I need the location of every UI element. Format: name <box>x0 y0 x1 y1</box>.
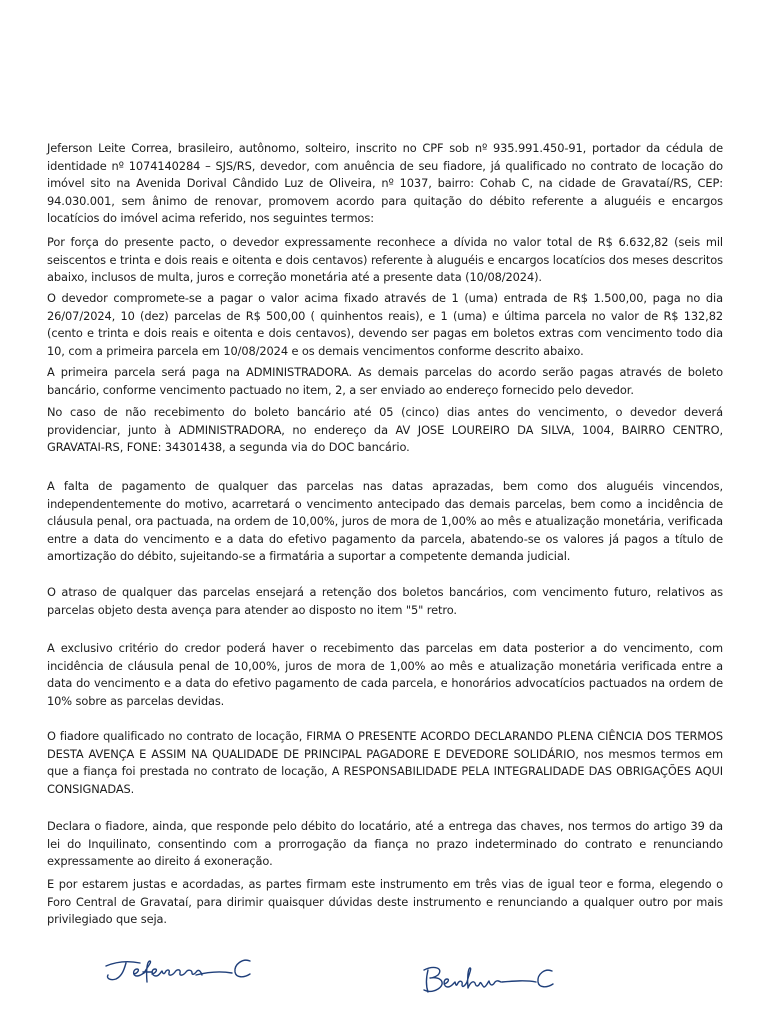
paragraph-jurisdiction: E por estarem justas e acordadas, as partes firmam este instrumento em três vias de igual teor e forma, elegendo o Foro Central de Gravataí, para dirimir quaisquer dúvidas deste instrumento e renunciando a qualquer outro por mais privilegiado que seja. <box>47 877 723 927</box>
paragraph-parties: Jeferson Leite Correa, brasileiro, autônomo, solteiro, inscrito no CPF sob nº 935.991.450-91, portador da cédula de identidade nº 1074140284 – SJS/RS, devedor, com anuência de seu fiadore, já qualificado no contrato de locação do imóvel sito na Avenida Dorival Cândido Luz de Oliveira, nº 1037, bairro: Cohab C, na cidade de Gravataí/RS, CEP: 94.030.001, sem ânimo de renovar, promovem acordo para quitação do débito referente a aluguéis e encargos locatícios do imóvel acima referido, nos seguintes termos: <box>47 141 723 226</box>
paragraph-installment-delay: O atraso de qualquer das parcelas ensejará a retenção dos boletos bancários, com vencimento futuro, relativos as parcelas objeto desta avença para atender ao disposto no item "5" retro. <box>47 585 723 617</box>
paragraph-creditor-discretion: A exclusivo critério do credor poderá haver o recebimento das parcelas em data posterior a do vencimento, com incidência de cláusula penal de 10,00%, juros de mora de 1,00% ao mês e atualização monetária verificada entre a data do vencimento e a data do efetivo pagamento de cada parcela, e honorários advocatícios pactuados na ordem de 10% sobre as parcelas devidas. <box>47 641 723 708</box>
paragraph-guarantor-declaration: Declara o fiadore, ainda, que responde pelo débito do locatário, até a entrega das chaves, nos termos do artigo 39 da lei do Inquilinato, consentindo com a prorrogação da fiança no prazo indeterminado do contrato e renunciando expressamente ao direito á exoneração. <box>47 819 723 869</box>
signature-debtor <box>100 952 280 990</box>
paragraph-boleto-not-received: No caso de não recebimento do boleto bancário até 05 (cinco) dias antes do vencimento, o devedor deverá providenciar, junto à ADMINISTRADORA, no endereço da AV JOSE LOUREIRO DA SILVA, 1004, BAIRRO CENTRO, GRAVATAI-RS, FONE: 34301438, a segunda via do DOC bancário. <box>47 405 723 455</box>
paragraph-late-payment-penalty: A falta de pagamento de qualquer das parcelas nas datas aprazadas, bem como dos aluguéis vincendos, independentemente do motivo, acarretará o vencimento antecipado das demais parcelas, bem como a incidência de cláusula penal, ora pactuada, na ordem de 10,00%, juros de mora de 1,00% ao mês e atualização monetária, verificada entre a data do vencimento e a data do efetivo pagamento da parcela, abatendo-se os valores já pagos a título de amortização do débito, sujeitando-se a firmatária a suportar a competente demanda judicial. <box>47 479 723 564</box>
paragraph-payment-terms: O devedor compromete-se a pagar o valor acima fixado através de 1 (uma) entrada de R$ 1.500,00, paga no dia 26/07/2024, 10 (dez) parcelas de R$ 500,00 ( quinhentos reais), e 1 (uma) e última parcela no valor de R$ 132,82 (cento e trinta e dois reais e oitenta e dois centavos), devendo ser pagas em boletos extras com vencimento todo dia 10, com a primeira parcela em 10/08/2024 e os demais vencimentos conforme descrito abaixo. <box>47 291 723 358</box>
paragraph-first-installment: A primeira parcela será paga na ADMINISTRADORA. As demais parcelas do acordo serão pagas através de boleto bancário, conforme vencimento pactuado no item, 2, a ser enviado ao endereço fornecido pelo devedor. <box>47 365 723 397</box>
paragraph-debt-acknowledgement: Por força do presente pacto, o devedor expressamente reconhece a dívida no valor total de R$ 6.632,82 (seis mil seiscentos e trinta e dois reais e oitenta e dois centavos) referente à aluguéis e encargos locatícios dos meses descritos abaixo, inclusos de multa, juros e correção monetária até a presente data (10/08/2024). <box>47 235 723 285</box>
signature-guarantor <box>418 960 568 1000</box>
paragraph-guarantor-agreement: O fiadore qualificado no contrato de locação, FIRMA O PRESENTE ACORDO DECLARANDO PLENA CIÊNCIA DOS TERMOS DESTA AVENÇA E ASSIM NA QUALIDADE DE PRINCIPAL PAGADORE E DEVEDORE SOLIDÁRIO, nos mesmos termos em que a fiança foi prestada no contrato de locação, A RESPONSABILIDADE PELA INTEGRALIDADE DAS OBRIGAÇÕES AQUI CONSIGNADAS. <box>47 729 723 796</box>
